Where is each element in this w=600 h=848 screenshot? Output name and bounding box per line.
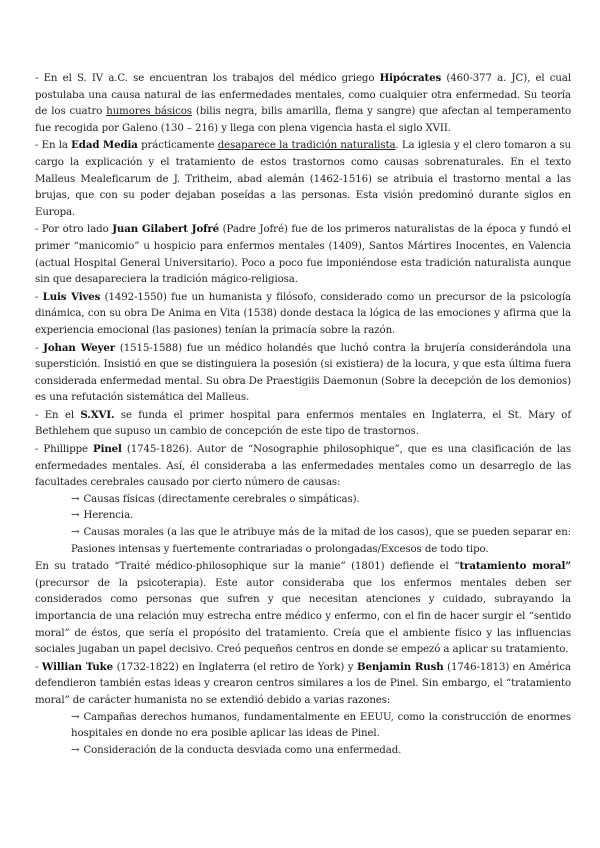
arrow-icon: → (71, 527, 80, 539)
paragraph-edad-media (35, 137, 571, 221)
text-span: - (35, 661, 42, 673)
arrow-icon: → (71, 744, 80, 756)
text-span: prácticamente (137, 140, 218, 152)
underlined-tradicion: desaparece la tradición naturalista (217, 140, 396, 152)
arrow-icon: → (71, 510, 80, 522)
paragraph-vives (35, 289, 571, 340)
text-span: - En la (35, 140, 72, 152)
list-item-causas-fisicas (35, 492, 571, 509)
text-span: (bilis negra, bilis amarilla, flema y sangre) que afectan al temperamento fue recogida por Galeno (130 – 216) y llega con plena vigencia hasta el siglo XVII. (35, 106, 571, 134)
list-item-campanas (35, 710, 571, 743)
paragraph-pinel (35, 441, 571, 492)
bold-name-rush: Benjamin Rush (357, 660, 444, 673)
text-span: (1732-1822) en Inglaterra (el retiro de York) y (113, 661, 358, 673)
text-span: En su tratado “Traité médico-philosophique sur la manie” (1801) defiende el “ (35, 561, 460, 573)
arrow-icon: → (71, 493, 80, 505)
bold-tratamiento-moral: tratamiento moral” (459, 560, 571, 573)
paragraph-tuke-rush (35, 659, 571, 710)
text-span: (1515-1588) fue un médico holandés que luchó contra la brujería considerándola una superstición. Insistió en que se distinguiera la posesión (si existiera) de la locura, y que esta última fuera considerada enfermedad mental. Su obra De Praestigiis Daemonun (Sobre la decepción de los demonios) es una refutación sistemática del Malleus. (35, 342, 571, 404)
text-span: - Phillippe (35, 444, 94, 456)
paragraph-tratado (35, 558, 571, 659)
list-item-text: Causas físicas (directamente cerebrales o simpáticas). (83, 493, 360, 505)
text-span: se funda el primer hospital para enfermos mentales en Inglaterra, el St. Mary of Bethlehem que supuso un cambio de concepción de este tipo de trastornos. (35, 409, 571, 438)
bold-sxvi: S.XVI. (80, 408, 115, 421)
text-span: - En el (35, 409, 81, 421)
text-span: (1745-1826). Autor de “Nosographie philosophique”, que es una clasificación de las enfermedades mentales. Así, él consideraba a las enfermedades mentales como un desarreglo de las facultades cerebrales causado por cierto número de causas: (35, 444, 571, 489)
bold-name-weyer: Johan Weyer (43, 341, 116, 354)
text-span: - Por otro lado (35, 224, 113, 236)
list-item-text: Campañas derechos humanos, fundamentalmente en EEUU, como la construcción de enormes hospitales en donde no era posible aplicar las ideas de Pinel. (71, 711, 571, 740)
text-span: (1492-1550) fue un humanista y filósofo, considerado como un precursor de la psicología dinámica, con su obra De Anima en Vita (1538) donde destaca la lógica de las emociones y afirma que la experiencia emocional (las pasiones) tenían la primacía sobre la razón. (35, 291, 571, 336)
list-item-conducta (35, 743, 571, 760)
document-page (35, 70, 571, 759)
arrow-icon: → (71, 711, 80, 723)
text-span: - (35, 291, 43, 303)
bold-name-tuke: Willian Tuke (41, 660, 114, 673)
paragraph-weyer (35, 340, 571, 407)
underlined-humores: humores básicos (106, 106, 192, 118)
list-item-herencia (35, 508, 571, 525)
text-span: . La iglesia y el clero tomaron a su cargo la explicación y el tratamiento de estos trastornos como causas sobrenaturales. En el texto Malleus Mealeficarum de J. Tritheim, abad alemán (1462-1516) se atribuia el trastorno mental a las brujas, que con su poder dejaban poseídas a las personas. Esta visión predominó durante siglos en Europa. (35, 140, 572, 218)
bold-name-jofre: Juan Gilabert Jofré (112, 223, 220, 236)
paragraph-hipocrates (35, 70, 571, 137)
text-span: (460-377 a. JC), el cual postulaba una causa natural de las enfermedades mentales, como cualquier otra enfermedad. Su teoría de los cuatro (35, 73, 571, 118)
paragraph-sxvi (35, 407, 571, 441)
list-item-text: Herencia. (83, 510, 134, 522)
list-item-text: Causas morales (a las que le atribuye más de la mitad de los casos), que se pueden separar en: Pasiones intensas y fuertemente contrariadas o prolongadas/Excesos de todo tipo. (71, 527, 571, 555)
text-span: (Padre Jofré) fue de los primeros naturalistas de la época y fundó el primer “manicomio” u hospicio para enfermos mentales (1409), Santos Mártires Inocentes, en Valencia (actual Hospital General Universitario). Poco a poco fue imponiéndose esta tradición naturalista aunque sin que desapareciera la tradición mágico-religiosa. (35, 224, 571, 286)
bold-edad-media: Edad Media (71, 139, 138, 152)
text-span: (precursor de la psicoterapia). Este autor consideraba que los enfermos mentales deben ser considerados como personas que sufren y que necesitan atenciones y cuidado, subrayando la importancia de una relación muy estrecha entre médico y enfermo, con el fin de hacer surgir el “sentido moral” de éstos, que sería el propósito del tratamiento. Creía que el ambiente físico y las influencias sociales jugaban un papel decisivo. Creó pequeños centros en donde se empezó a aplicar su tratamiento. (35, 577, 571, 656)
bold-name-vives: Luis Vives (42, 290, 101, 303)
text-span: (1746-1813) en América defendieron también estas ideas y crearon centros similares a los de Pinel. Sin embargo, el “tratamiento moral” de carácter humanista no se extendió debido a varias razones: (35, 661, 571, 706)
text-span: - En el S. IV a.C. se encuentran los trabajos del médico griego (35, 73, 380, 84)
list-item-causas-morales (35, 525, 571, 558)
list-item-text: Consideración de la conducta desviada como una enfermedad. (83, 744, 402, 756)
bold-name-pinel: Pinel (93, 443, 122, 456)
paragraph-jofre (35, 221, 571, 288)
text-span: - (35, 342, 44, 354)
bold-name-hipocrates: Hipócrates (379, 72, 442, 84)
